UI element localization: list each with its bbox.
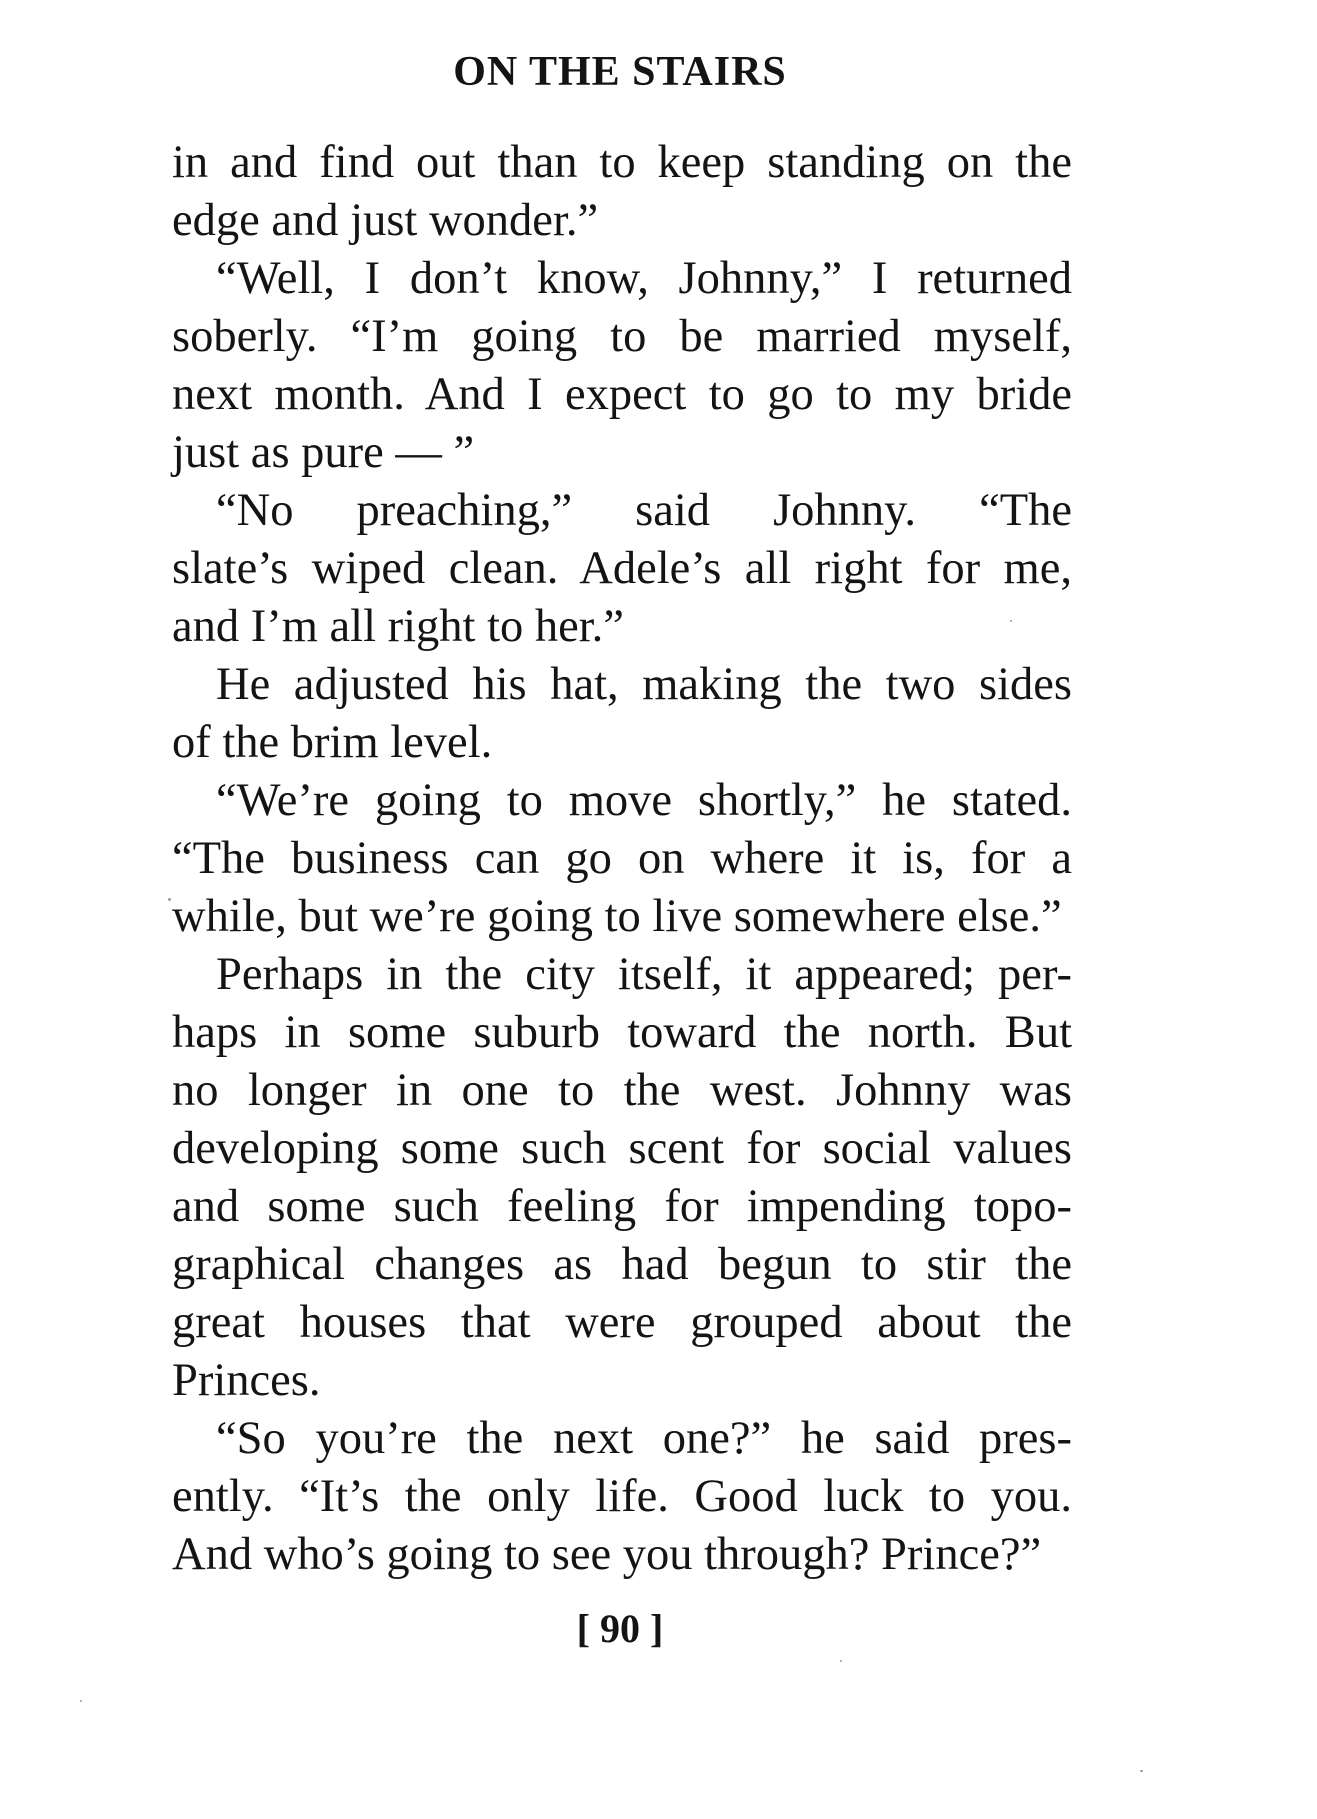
text-line: “Well, I don’t know, Johnny,” I returned — [216, 253, 1072, 304]
text-line: slate’s wiped clean. Adele’s all right for me, — [172, 543, 1072, 594]
text-line: “We’re going to move shortly,” he stated. — [216, 775, 1072, 826]
text-line: “No preaching,” said Johnny. “The — [216, 485, 1072, 536]
text-line: graphical changes as had begun to stir the — [172, 1239, 1072, 1290]
text-line: next month. And I expect to go to my bride — [172, 369, 1072, 420]
text-line: edge and just wonder.” — [172, 195, 599, 246]
text-line: just as pure — ” — [172, 427, 475, 478]
text-line: developing some such scent for social values — [172, 1123, 1072, 1174]
text-line: He adjusted his hat, making the two sides — [216, 659, 1072, 710]
text-line: Princes. — [172, 1355, 321, 1406]
text-line: ently. “It’s the only life. Good luck to you. — [172, 1471, 1072, 1522]
text-line: great houses that were grouped about the — [172, 1297, 1072, 1348]
body-text — [172, 134, 1072, 1584]
text-line: while, but we’re going to live somewhere else.” — [172, 891, 1062, 942]
scan-speck — [168, 898, 171, 901]
text-line: Perhaps in the city itself, it appeared; per- — [216, 949, 1072, 1000]
text-line: “So you’re the next one?” he said pres- — [216, 1413, 1072, 1464]
running-head: ON THE STAIRS — [453, 49, 787, 95]
scan-speck — [80, 1700, 82, 1702]
text-line: in and find out than to keep standing on the — [172, 137, 1072, 188]
page-number: [ 90 ] — [576, 1606, 664, 1651]
text-line: and I’m all right to her.” — [172, 601, 624, 652]
scan-speck — [1010, 620, 1012, 622]
text-line: haps in some suburb toward the north. But — [172, 1007, 1072, 1058]
scan-speck — [1140, 1770, 1143, 1772]
text-line: soberly. “I’m going to be married myself, — [172, 311, 1072, 362]
text-line: no longer in one to the west. Johnny was — [172, 1065, 1072, 1116]
text-line: and some such feeling for impending topo- — [172, 1181, 1072, 1232]
text-line: of the brim level. — [172, 717, 493, 768]
scan-speck — [840, 1660, 842, 1662]
text-line: “The business can go on where it is, for a — [172, 833, 1072, 884]
text-line: And who’s going to see you through? Prince?” — [172, 1529, 1042, 1580]
